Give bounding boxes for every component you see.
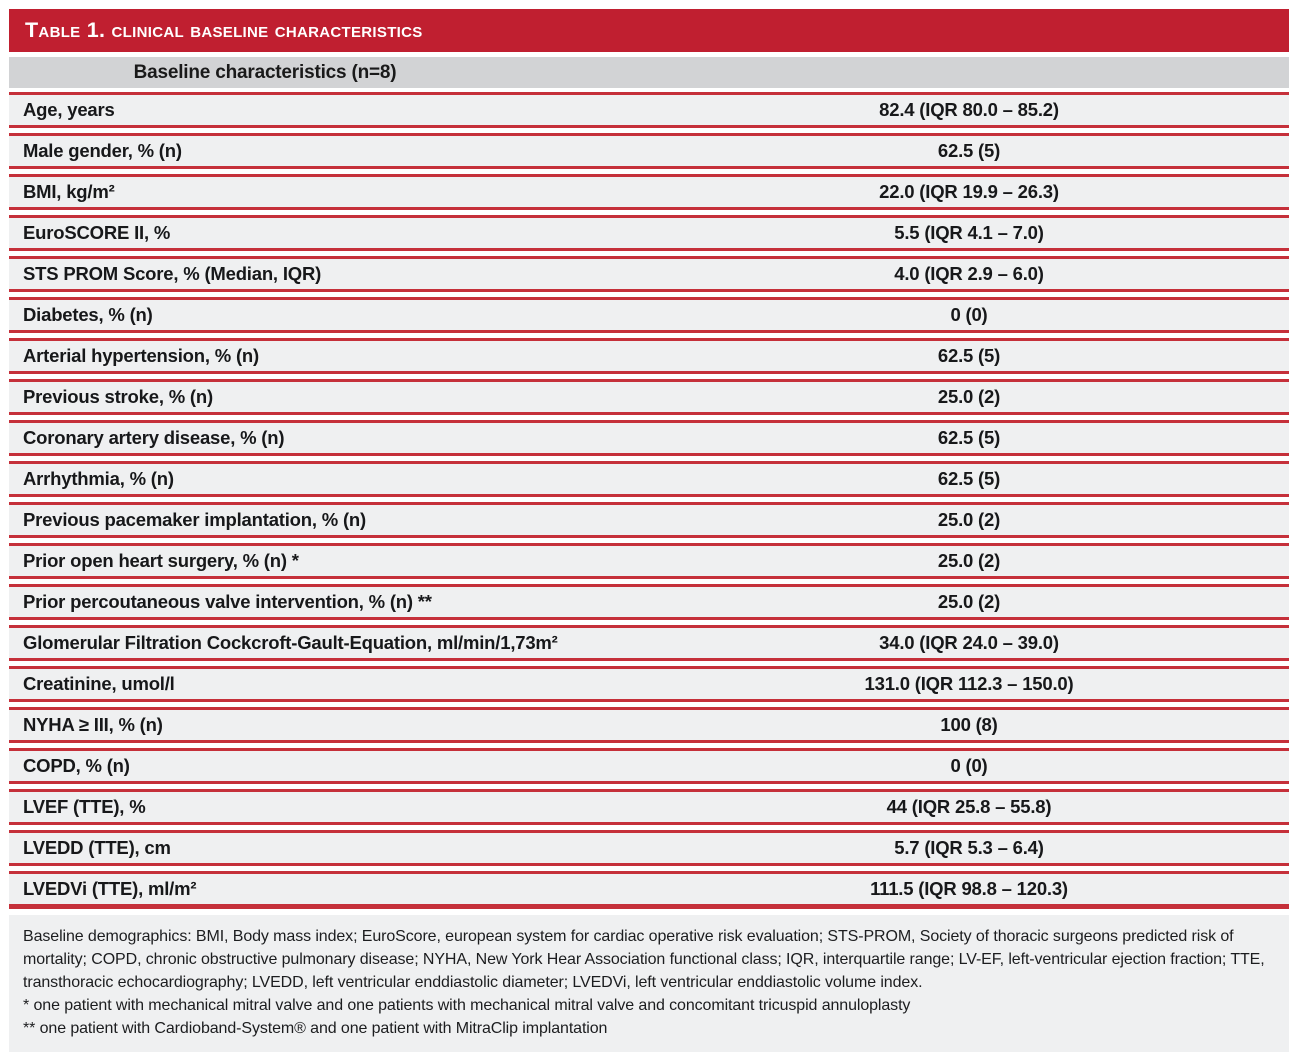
row-value: 62.5 (5) — [937, 140, 1001, 161]
row-value: 62.5 (5) — [937, 468, 1001, 489]
table-row — [9, 871, 1289, 909]
table-row — [9, 748, 1289, 784]
footnote-abbreviations: Baseline demographics: BMI, Body mass index; EuroScore, european system for cardiac operative risk evaluation; STS-PROM, Society of thoracic surgeons predicted risk of mortality; COPD, chronic obstructive pulmonary disease; NYHA, New York Hear Association functional class; IQR, interquartile range; LV-EF, left-ventricular ejection fraction; TTE, transthoracic echocardiography; LVEDD, left ventricular enddiastolic diameter; LVEDVi, left ventricular enddiastolic volume index. — [23, 928, 1265, 991]
table-row — [9, 338, 1289, 374]
row-label: Prior percoutaneous valve intervention, % (n) ** — [23, 591, 432, 612]
table-subheader-row — [9, 57, 1289, 88]
row-value: 62.5 (5) — [937, 427, 1001, 448]
row-label: LVEDD (TTE), cm — [23, 837, 171, 858]
row-label: STS PROM Score, % (Median, IQR) — [23, 263, 322, 284]
footnote-double-asterisk: ** one patient with Cardioband-System® and one patient with MitraClip implantation — [23, 1020, 608, 1037]
row-label: NYHA ≥ III, % (n) — [23, 714, 163, 735]
row-value: 131.0 (IQR 112.3 – 150.0) — [864, 673, 1074, 694]
table-title: Table 1. clinical baseline characteristics — [9, 9, 1289, 52]
table-row — [9, 174, 1289, 210]
table-row — [9, 625, 1289, 661]
table-subheader: Baseline characteristics (n=8) — [133, 62, 397, 83]
row-label: Previous pacemaker implantation, % (n) — [23, 509, 366, 530]
row-label: Age, years — [23, 99, 115, 120]
row-value: 44 (IQR 25.8 – 55.8) — [886, 796, 1052, 817]
row-value: 4.0 (IQR 2.9 – 6.0) — [894, 263, 1044, 284]
row-label: Coronary artery disease, % (n) — [23, 427, 285, 448]
table-row — [9, 420, 1289, 456]
row-label: Glomerular Filtration Cockcroft-Gault-Equation, ml/min/1,73m² — [23, 632, 558, 653]
row-label: Prior open heart surgery, % (n) * — [23, 550, 299, 571]
row-label: LVEF (TTE), % — [23, 796, 146, 817]
table-row — [9, 133, 1289, 169]
footnote-asterisk: * one patient with mechanical mitral valve and one patients with mechanical mitral valve and concomitant tricuspid annuloplasty — [23, 997, 911, 1014]
row-value: 62.5 (5) — [937, 345, 1001, 366]
table-row — [9, 297, 1289, 333]
table-row — [9, 666, 1289, 702]
row-value: 34.0 (IQR 24.0 – 39.0) — [879, 632, 1059, 653]
table-row — [9, 830, 1289, 866]
row-label: Creatinine, umol/l — [23, 673, 175, 694]
table-row — [9, 256, 1289, 292]
row-label: Male gender, % (n) — [23, 140, 182, 161]
table-row — [9, 502, 1289, 538]
row-label: Previous stroke, % (n) — [23, 386, 213, 407]
row-label: Diabetes, % (n) — [23, 304, 153, 325]
table-row — [9, 379, 1289, 415]
row-value: 22.0 (IQR 19.9 – 26.3) — [879, 181, 1059, 202]
row-value: 0 (0) — [950, 755, 988, 776]
table-row — [9, 707, 1289, 743]
footnote-section — [9, 915, 1289, 1052]
table-row — [9, 584, 1289, 620]
table-row — [9, 461, 1289, 497]
row-value: 25.0 (2) — [937, 509, 1001, 530]
row-label: BMI, kg/m² — [23, 181, 115, 202]
table-body — [9, 92, 1289, 909]
row-label: Arrhythmia, % (n) — [23, 468, 174, 489]
row-label: LVEDVi (TTE), ml/m² — [23, 878, 197, 899]
row-label: COPD, % (n) — [23, 755, 130, 776]
table-row — [9, 789, 1289, 825]
row-value: 111.5 (IQR 98.8 – 120.3) — [870, 878, 1068, 899]
row-value: 25.0 (2) — [937, 591, 1001, 612]
row-value: 5.5 (IQR 4.1 – 7.0) — [894, 222, 1044, 243]
row-label: EuroSCORE II, % — [23, 222, 171, 243]
row-label: Arterial hypertension, % (n) — [23, 345, 259, 366]
row-value: 82.4 (IQR 80.0 – 85.2) — [879, 99, 1059, 120]
row-value: 5.7 (IQR 5.3 – 6.4) — [894, 837, 1044, 858]
row-value: 100 (8) — [940, 714, 998, 735]
row-value: 25.0 (2) — [937, 550, 1001, 571]
table-row — [9, 543, 1289, 579]
table-row — [9, 92, 1289, 128]
row-value: 0 (0) — [950, 304, 988, 325]
table-row — [9, 215, 1289, 251]
clinical-baseline-table — [9, 9, 1289, 1052]
row-value: 25.0 (2) — [937, 386, 1001, 407]
